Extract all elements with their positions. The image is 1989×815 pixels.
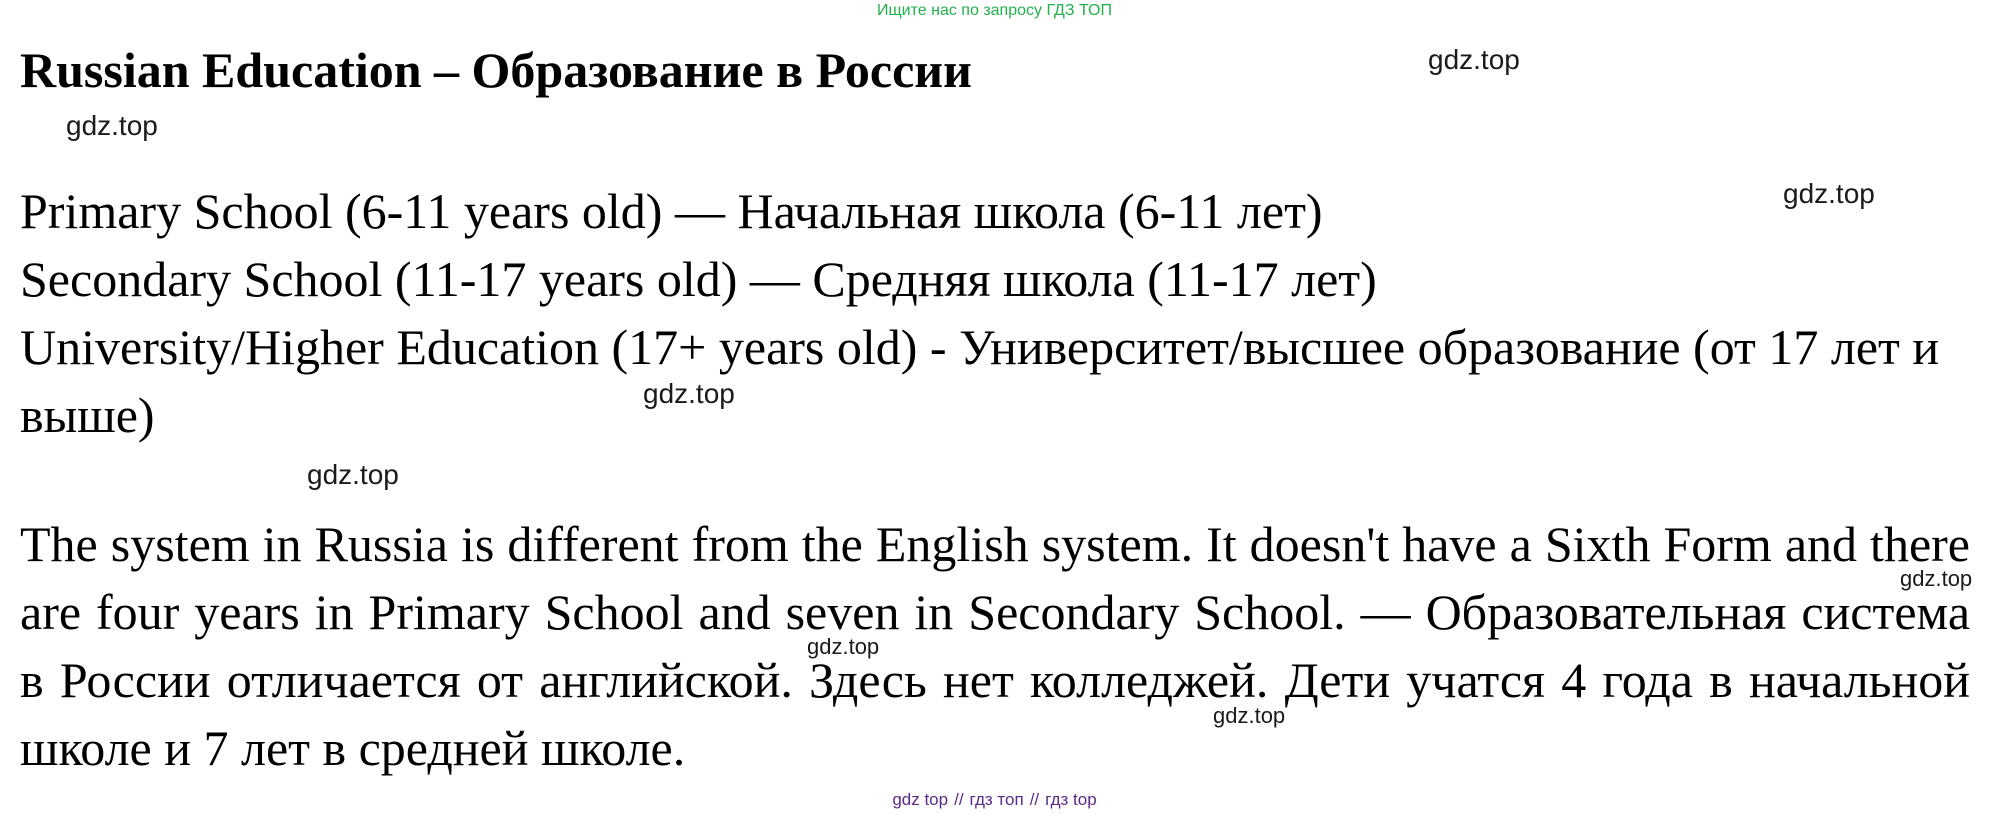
search-hint[interactable]: Ищите нас по запросу ГДЗ ТОП [877,2,1112,19]
level-higher-education: University/Higher Education (17+ years old) - Университет/высшее образование (от 17 лет и выше) [20,319,1940,443]
footer-link[interactable]: гдз топ [969,790,1024,809]
footer-separator: // [954,790,964,809]
paragraph-english: The system in Russia is different from the English system. It doesn't have a Sixth Form and there are four years in Primary School and seven in Secondary School. — [20,516,1970,640]
level-secondary-school: Secondary School (11-17 years old) — Средняя школа (11-17 лет) [20,251,1377,307]
watermark: gdz.top [1783,178,1875,209]
footer-links [0,790,1989,810]
footer-link[interactable]: гдз top [1045,790,1097,809]
watermark: gdz.top [307,459,399,490]
watermark: gdz.top [643,378,735,409]
watermark: gdz.top [1900,566,1973,591]
watermark: gdz.top [1428,44,1520,75]
education-levels-list [20,177,1980,449]
footer-link[interactable]: gdz top [892,790,949,809]
watermark: gdz.top [807,634,880,659]
education-system-paragraph [20,510,1973,782]
level-primary-school: Primary School (6-11 years old) — Начальная школа (6-11 лет) [20,183,1323,239]
page-title: Russian Education – Образование в России [20,42,972,98]
paragraph-russian: Образовательная система в России отличается от английской. Здесь нет колледжей. Дети учатся 4 года в начальной школе и 7 лет в средней школе. [20,584,1971,776]
watermark: gdz.top [1213,703,1286,728]
watermark: gdz.top [66,110,158,141]
footer-separator: // [1029,790,1040,809]
